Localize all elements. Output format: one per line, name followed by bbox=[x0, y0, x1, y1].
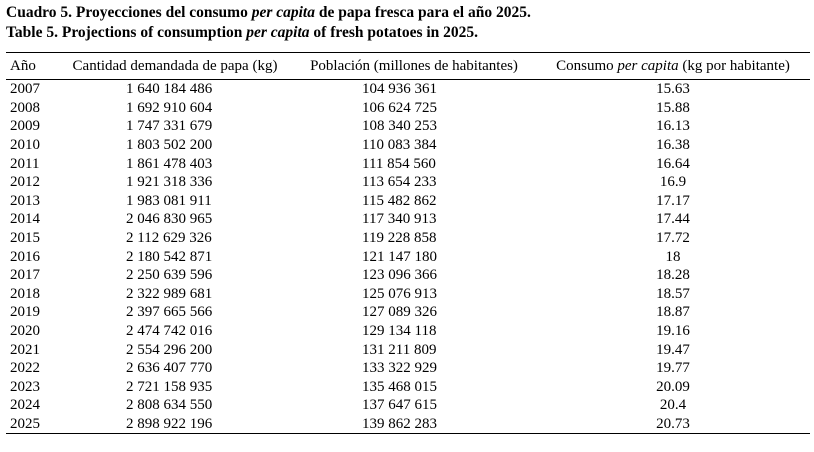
cell-consumption: 17.17 bbox=[656, 192, 690, 209]
cell-year: 2010 bbox=[10, 137, 40, 154]
cell-population: 110 083 384 bbox=[362, 137, 437, 154]
table-body bbox=[6, 80, 810, 434]
cell-consumption: 16.64 bbox=[656, 155, 690, 172]
table-row bbox=[6, 285, 810, 304]
table-row bbox=[6, 415, 810, 434]
table-row bbox=[6, 359, 810, 378]
cell-consumption: 16.38 bbox=[656, 137, 690, 154]
cell-population: 139 862 283 bbox=[292, 415, 536, 434]
cell-year: 2009 bbox=[10, 118, 40, 135]
header-consumption bbox=[536, 53, 810, 80]
caption-english bbox=[6, 23, 531, 43]
caption-spanish-em: per capita bbox=[251, 4, 315, 21]
cell-quantity: 2 474 742 016 bbox=[126, 323, 213, 340]
table-row bbox=[6, 173, 810, 192]
cell-quantity: 2 898 922 196 bbox=[58, 415, 292, 434]
header-row bbox=[6, 53, 810, 80]
cell-population: 106 624 725 bbox=[362, 99, 437, 116]
cell-year: 2023 bbox=[10, 378, 40, 395]
cell-year: 2024 bbox=[10, 397, 40, 414]
cell-population: 121 147 180 bbox=[362, 248, 437, 265]
cell-consumption: 16.13 bbox=[656, 118, 690, 135]
cell-consumption: 19.77 bbox=[656, 360, 690, 377]
cell-population: 127 089 326 bbox=[362, 304, 437, 321]
cell-consumption: 16.9 bbox=[659, 174, 687, 191]
table-row bbox=[6, 378, 810, 397]
table-row bbox=[6, 154, 810, 173]
cell-population: 117 340 913 bbox=[362, 211, 437, 228]
cell-consumption: 18.87 bbox=[656, 304, 690, 321]
cell-quantity: 2 636 407 770 bbox=[126, 360, 213, 377]
cell-population: 137 647 615 bbox=[362, 397, 437, 414]
cell-consumption: 17.72 bbox=[656, 230, 690, 247]
caption-english-post: of fresh potatoes in 2025. bbox=[309, 24, 479, 41]
cell-population: 131 211 809 bbox=[362, 341, 437, 358]
header-quantity: Cantidad demandada de papa (kg) bbox=[58, 53, 292, 80]
cell-quantity: 2 322 989 681 bbox=[126, 285, 213, 302]
table-row bbox=[6, 229, 810, 248]
caption-english-em: per capita bbox=[246, 24, 310, 41]
header-consumption-pre: Consumo bbox=[556, 57, 618, 74]
table-header bbox=[6, 53, 810, 80]
cell-quantity: 2 808 634 550 bbox=[126, 397, 213, 414]
cell-quantity: 2 046 830 965 bbox=[126, 211, 213, 228]
cell-quantity: 2 250 639 596 bbox=[126, 267, 213, 284]
cell-consumption: 19.16 bbox=[656, 323, 690, 340]
caption-spanish-pre: Cuadro 5. Proyecciones del consumo bbox=[6, 4, 252, 21]
cell-quantity: 2 112 629 326 bbox=[126, 230, 212, 247]
table-row bbox=[6, 99, 810, 118]
header-consumption-post: (kg por habitante) bbox=[678, 57, 790, 74]
cell-year: 2012 bbox=[10, 174, 40, 191]
cell-quantity: 1 640 184 486 bbox=[126, 81, 213, 98]
cell-quantity: 1 803 502 200 bbox=[126, 137, 213, 154]
cell-quantity: 2 721 158 935 bbox=[126, 378, 213, 395]
cell-population: 135 468 015 bbox=[362, 378, 437, 395]
cell-population: 113 654 233 bbox=[362, 174, 437, 191]
cell-consumption: 15.63 bbox=[656, 81, 690, 98]
table-row bbox=[6, 303, 810, 322]
cell-quantity: 1 747 331 679 bbox=[126, 118, 213, 135]
cell-population: 129 134 118 bbox=[362, 323, 437, 340]
table-caption bbox=[6, 3, 531, 43]
cell-quantity: 1 921 318 336 bbox=[126, 174, 213, 191]
cell-year: 2007 bbox=[10, 81, 40, 98]
cell-year: 2021 bbox=[10, 341, 40, 358]
cell-consumption: 18.28 bbox=[656, 267, 690, 284]
cell-year: 2014 bbox=[10, 211, 40, 228]
cell-year: 2008 bbox=[10, 99, 40, 116]
table-row bbox=[6, 247, 810, 266]
cell-population: 125 076 913 bbox=[362, 285, 437, 302]
cell-consumption: 17.44 bbox=[656, 211, 690, 228]
cell-population: 111 854 560 bbox=[362, 155, 436, 172]
table-row bbox=[6, 136, 810, 155]
cell-quantity: 2 180 542 871 bbox=[126, 248, 213, 265]
cell-quantity: 1 692 910 604 bbox=[126, 99, 213, 116]
cell-year: 2018 bbox=[10, 285, 40, 302]
cell-consumption: 19.47 bbox=[656, 341, 690, 358]
cell-year: 2017 bbox=[10, 267, 40, 284]
cell-year: 2016 bbox=[10, 248, 40, 265]
table-row bbox=[6, 117, 810, 136]
cell-quantity: 2 397 665 566 bbox=[126, 304, 213, 321]
table-row bbox=[6, 210, 810, 229]
cell-quantity: 1 983 081 911 bbox=[126, 192, 212, 209]
projections-table bbox=[6, 52, 810, 434]
cell-year: 2015 bbox=[10, 230, 40, 247]
table-row bbox=[6, 322, 810, 341]
table-row bbox=[6, 340, 810, 359]
cell-consumption: 18 bbox=[665, 248, 681, 265]
cell-year: 2011 bbox=[10, 155, 40, 172]
caption-spanish-post: de papa fresca para el año 2025. bbox=[314, 4, 531, 21]
header-consumption-em: per capita bbox=[617, 57, 679, 74]
cell-consumption: 15.88 bbox=[656, 99, 690, 116]
caption-english-pre: Table 5. Projections of consumption bbox=[6, 24, 247, 41]
cell-population: 123 096 366 bbox=[362, 267, 437, 284]
cell-population: 119 228 858 bbox=[362, 230, 437, 247]
cell-year: 2013 bbox=[10, 192, 40, 209]
cell-population: 115 482 862 bbox=[362, 192, 437, 209]
table-row bbox=[6, 192, 810, 211]
cell-population: 133 322 929 bbox=[362, 360, 437, 377]
table-row bbox=[6, 80, 810, 99]
table-row bbox=[6, 266, 810, 285]
cell-year: 2020 bbox=[10, 323, 40, 340]
cell-consumption: 20.09 bbox=[656, 378, 690, 395]
cell-consumption: 20.73 bbox=[536, 415, 810, 434]
caption-spanish bbox=[6, 3, 531, 23]
cell-consumption: 18.57 bbox=[656, 285, 690, 302]
header-population: Población (millones de habitantes) bbox=[292, 53, 536, 80]
cell-quantity: 2 554 296 200 bbox=[126, 341, 213, 358]
cell-year: 2022 bbox=[10, 360, 40, 377]
cell-population: 104 936 361 bbox=[362, 81, 437, 98]
cell-year: 2019 bbox=[10, 304, 40, 321]
table-row bbox=[6, 396, 810, 415]
cell-year: 2025 bbox=[6, 415, 58, 434]
cell-consumption: 20.4 bbox=[659, 397, 687, 414]
cell-population: 108 340 253 bbox=[362, 118, 437, 135]
header-year: Año bbox=[6, 53, 58, 80]
cell-quantity: 1 861 478 403 bbox=[126, 155, 213, 172]
